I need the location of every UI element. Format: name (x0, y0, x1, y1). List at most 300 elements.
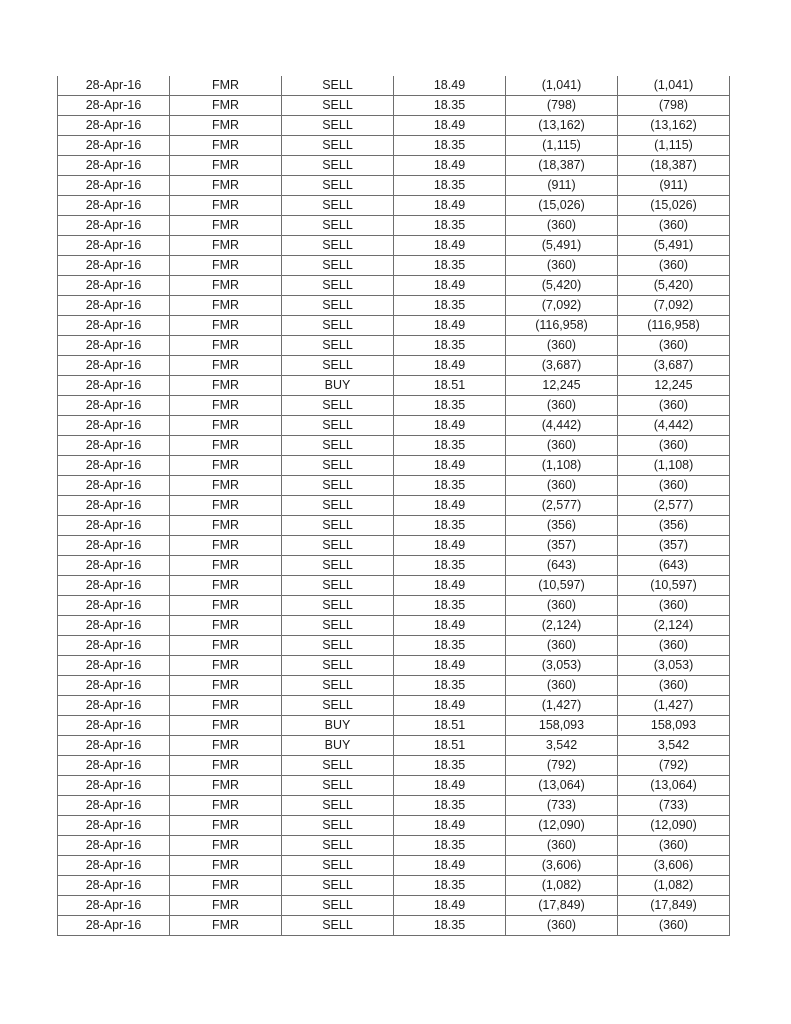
holder-cell: FMR (170, 836, 282, 856)
holder-cell: FMR (170, 616, 282, 636)
holder-cell: FMR (170, 196, 282, 216)
net-change-cell: (15,026) (618, 196, 730, 216)
price-cell: 18.35 (394, 556, 506, 576)
net-change-cell: (2,577) (618, 496, 730, 516)
date-cell: 28-Apr-16 (58, 356, 170, 376)
date-cell: 28-Apr-16 (58, 396, 170, 416)
shares-cell: (3,687) (506, 356, 618, 376)
net-change-cell: (360) (618, 336, 730, 356)
holder-cell: FMR (170, 396, 282, 416)
holder-cell: FMR (170, 796, 282, 816)
net-change-cell: (1,082) (618, 876, 730, 896)
net-change-cell: (7,092) (618, 296, 730, 316)
table-row (58, 136, 730, 156)
action-cell: SELL (282, 476, 394, 496)
shares-cell: (360) (506, 436, 618, 456)
price-cell: 18.35 (394, 636, 506, 656)
net-change-cell: (1,041) (618, 76, 730, 96)
date-cell: 28-Apr-16 (58, 556, 170, 576)
net-change-cell: (360) (618, 256, 730, 276)
shares-cell: (798) (506, 96, 618, 116)
price-cell: 18.35 (394, 676, 506, 696)
date-cell: 28-Apr-16 (58, 296, 170, 316)
date-cell: 28-Apr-16 (58, 676, 170, 696)
date-cell: 28-Apr-16 (58, 96, 170, 116)
table-row (58, 536, 730, 556)
price-cell: 18.49 (394, 816, 506, 836)
table-row (58, 576, 730, 596)
price-cell: 18.35 (394, 516, 506, 536)
action-cell: SELL (282, 336, 394, 356)
shares-cell: (3,053) (506, 656, 618, 676)
shares-cell: (17,849) (506, 896, 618, 916)
action-cell: SELL (282, 396, 394, 416)
action-cell: SELL (282, 416, 394, 436)
price-cell: 18.35 (394, 216, 506, 236)
net-change-cell: (643) (618, 556, 730, 576)
date-cell: 28-Apr-16 (58, 116, 170, 136)
net-change-cell: (13,064) (618, 776, 730, 796)
date-cell: 28-Apr-16 (58, 416, 170, 436)
date-cell: 28-Apr-16 (58, 716, 170, 736)
holder-cell: FMR (170, 816, 282, 836)
net-change-cell: (12,090) (618, 816, 730, 836)
net-change-cell: (1,427) (618, 696, 730, 716)
holder-cell: FMR (170, 636, 282, 656)
net-change-cell: (360) (618, 476, 730, 496)
table-row (58, 896, 730, 916)
net-change-cell: (733) (618, 796, 730, 816)
price-cell: 18.49 (394, 896, 506, 916)
action-cell: SELL (282, 556, 394, 576)
shares-cell: 12,245 (506, 376, 618, 396)
holder-cell: FMR (170, 716, 282, 736)
holder-cell: FMR (170, 336, 282, 356)
shares-cell: (911) (506, 176, 618, 196)
holder-cell: FMR (170, 596, 282, 616)
action-cell: SELL (282, 276, 394, 296)
date-cell: 28-Apr-16 (58, 616, 170, 636)
action-cell: SELL (282, 256, 394, 276)
action-cell: SELL (282, 656, 394, 676)
date-cell: 28-Apr-16 (58, 316, 170, 336)
shares-cell: (360) (506, 916, 618, 936)
holder-cell: FMR (170, 96, 282, 116)
shares-cell: (360) (506, 216, 618, 236)
action-cell: SELL (282, 216, 394, 236)
price-cell: 18.35 (394, 296, 506, 316)
action-cell: BUY (282, 376, 394, 396)
table-row (58, 336, 730, 356)
table-row (58, 916, 730, 936)
shares-cell: (2,124) (506, 616, 618, 636)
table-row (58, 776, 730, 796)
price-cell: 18.35 (394, 836, 506, 856)
holder-cell: FMR (170, 676, 282, 696)
action-cell: SELL (282, 316, 394, 336)
net-change-cell: (1,115) (618, 136, 730, 156)
holder-cell: FMR (170, 516, 282, 536)
shares-cell: (18,387) (506, 156, 618, 176)
net-change-cell: 3,542 (618, 736, 730, 756)
price-cell: 18.49 (394, 536, 506, 556)
net-change-cell: (2,124) (618, 616, 730, 636)
table-row (58, 356, 730, 376)
table-row (58, 76, 730, 96)
shares-cell: (733) (506, 796, 618, 816)
action-cell: BUY (282, 736, 394, 756)
table-row (58, 236, 730, 256)
net-change-cell: (911) (618, 176, 730, 196)
price-cell: 18.49 (394, 776, 506, 796)
date-cell: 28-Apr-16 (58, 916, 170, 936)
date-cell: 28-Apr-16 (58, 376, 170, 396)
action-cell: SELL (282, 116, 394, 136)
shares-cell: (12,090) (506, 816, 618, 836)
holder-cell: FMR (170, 316, 282, 336)
date-cell: 28-Apr-16 (58, 476, 170, 496)
holder-cell: FMR (170, 116, 282, 136)
net-change-cell: (356) (618, 516, 730, 536)
holder-cell: FMR (170, 756, 282, 776)
price-cell: 18.49 (394, 496, 506, 516)
date-cell: 28-Apr-16 (58, 636, 170, 656)
table-row (58, 256, 730, 276)
price-cell: 18.49 (394, 76, 506, 96)
shares-cell: (13,064) (506, 776, 618, 796)
price-cell: 18.49 (394, 116, 506, 136)
transactions-table-body (58, 76, 730, 936)
action-cell: SELL (282, 496, 394, 516)
table-row (58, 856, 730, 876)
price-cell: 18.35 (394, 256, 506, 276)
date-cell: 28-Apr-16 (58, 696, 170, 716)
holder-cell: FMR (170, 556, 282, 576)
price-cell: 18.35 (394, 436, 506, 456)
action-cell: SELL (282, 756, 394, 776)
transactions-table (57, 76, 730, 936)
date-cell: 28-Apr-16 (58, 536, 170, 556)
shares-cell: (1,427) (506, 696, 618, 716)
price-cell: 18.49 (394, 276, 506, 296)
holder-cell: FMR (170, 416, 282, 436)
table-row (58, 516, 730, 536)
table-row (58, 876, 730, 896)
net-change-cell: 12,245 (618, 376, 730, 396)
date-cell: 28-Apr-16 (58, 256, 170, 276)
date-cell: 28-Apr-16 (58, 76, 170, 96)
holder-cell: FMR (170, 456, 282, 476)
holder-cell: FMR (170, 136, 282, 156)
table-row (58, 296, 730, 316)
shares-cell: (360) (506, 256, 618, 276)
date-cell: 28-Apr-16 (58, 576, 170, 596)
table-row (58, 756, 730, 776)
holder-cell: FMR (170, 356, 282, 376)
shares-cell: (13,162) (506, 116, 618, 136)
holder-cell: FMR (170, 156, 282, 176)
holder-cell: FMR (170, 436, 282, 456)
date-cell: 28-Apr-16 (58, 776, 170, 796)
holder-cell: FMR (170, 576, 282, 596)
date-cell: 28-Apr-16 (58, 856, 170, 876)
price-cell: 18.49 (394, 156, 506, 176)
net-change-cell: (4,442) (618, 416, 730, 436)
price-cell: 18.35 (394, 876, 506, 896)
date-cell: 28-Apr-16 (58, 136, 170, 156)
shares-cell: (360) (506, 596, 618, 616)
date-cell: 28-Apr-16 (58, 496, 170, 516)
action-cell: SELL (282, 96, 394, 116)
net-change-cell: (17,849) (618, 896, 730, 916)
date-cell: 28-Apr-16 (58, 816, 170, 836)
table-row (58, 376, 730, 396)
table-row (58, 456, 730, 476)
date-cell: 28-Apr-16 (58, 336, 170, 356)
net-change-cell: (5,420) (618, 276, 730, 296)
shares-cell: (360) (506, 476, 618, 496)
shares-cell: (15,026) (506, 196, 618, 216)
shares-cell: (643) (506, 556, 618, 576)
holder-cell: FMR (170, 256, 282, 276)
table-row (58, 696, 730, 716)
table-row (58, 556, 730, 576)
price-cell: 18.35 (394, 596, 506, 616)
action-cell: SELL (282, 536, 394, 556)
shares-cell: (360) (506, 676, 618, 696)
net-change-cell: (360) (618, 396, 730, 416)
holder-cell: FMR (170, 736, 282, 756)
holder-cell: FMR (170, 856, 282, 876)
price-cell: 18.49 (394, 316, 506, 336)
price-cell: 18.49 (394, 356, 506, 376)
holder-cell: FMR (170, 896, 282, 916)
holder-cell: FMR (170, 536, 282, 556)
price-cell: 18.49 (394, 416, 506, 436)
action-cell: SELL (282, 296, 394, 316)
price-cell: 18.49 (394, 656, 506, 676)
table-row (58, 656, 730, 676)
table-row (58, 736, 730, 756)
table-row (58, 216, 730, 236)
price-cell: 18.35 (394, 396, 506, 416)
net-change-cell: (116,958) (618, 316, 730, 336)
price-cell: 18.49 (394, 616, 506, 636)
table-row (58, 496, 730, 516)
table-row (58, 276, 730, 296)
price-cell: 18.35 (394, 136, 506, 156)
holder-cell: FMR (170, 696, 282, 716)
action-cell: SELL (282, 796, 394, 816)
date-cell: 28-Apr-16 (58, 176, 170, 196)
table-row (58, 116, 730, 136)
net-change-cell: (13,162) (618, 116, 730, 136)
holder-cell: FMR (170, 496, 282, 516)
action-cell: SELL (282, 356, 394, 376)
holder-cell: FMR (170, 216, 282, 236)
price-cell: 18.51 (394, 736, 506, 756)
action-cell: SELL (282, 856, 394, 876)
date-cell: 28-Apr-16 (58, 876, 170, 896)
shares-cell: (5,420) (506, 276, 618, 296)
date-cell: 28-Apr-16 (58, 516, 170, 536)
table-row (58, 616, 730, 636)
holder-cell: FMR (170, 876, 282, 896)
shares-cell: (360) (506, 396, 618, 416)
net-change-cell: (798) (618, 96, 730, 116)
table-row (58, 416, 730, 436)
net-change-cell: (360) (618, 636, 730, 656)
price-cell: 18.35 (394, 756, 506, 776)
price-cell: 18.35 (394, 916, 506, 936)
shares-cell: (5,491) (506, 236, 618, 256)
table-row (58, 596, 730, 616)
table-row (58, 436, 730, 456)
table-row (58, 196, 730, 216)
table-row (58, 476, 730, 496)
shares-cell: (1,082) (506, 876, 618, 896)
shares-cell: (10,597) (506, 576, 618, 596)
price-cell: 18.35 (394, 796, 506, 816)
date-cell: 28-Apr-16 (58, 216, 170, 236)
table-row (58, 716, 730, 736)
date-cell: 28-Apr-16 (58, 436, 170, 456)
net-change-cell: (3,606) (618, 856, 730, 876)
holder-cell: FMR (170, 296, 282, 316)
holder-cell: FMR (170, 276, 282, 296)
action-cell: SELL (282, 816, 394, 836)
price-cell: 18.35 (394, 176, 506, 196)
net-change-cell: (360) (618, 836, 730, 856)
table-row (58, 96, 730, 116)
date-cell: 28-Apr-16 (58, 196, 170, 216)
action-cell: SELL (282, 696, 394, 716)
price-cell: 18.49 (394, 456, 506, 476)
action-cell: SELL (282, 836, 394, 856)
shares-cell: (1,115) (506, 136, 618, 156)
shares-cell: (116,958) (506, 316, 618, 336)
table-row (58, 796, 730, 816)
action-cell: SELL (282, 876, 394, 896)
shares-cell: 3,542 (506, 736, 618, 756)
shares-cell: (2,577) (506, 496, 618, 516)
holder-cell: FMR (170, 176, 282, 196)
shares-cell: (357) (506, 536, 618, 556)
action-cell: SELL (282, 456, 394, 476)
shares-cell: (792) (506, 756, 618, 776)
table-row (58, 676, 730, 696)
action-cell: SELL (282, 436, 394, 456)
action-cell: SELL (282, 916, 394, 936)
shares-cell: (360) (506, 636, 618, 656)
date-cell: 28-Apr-16 (58, 276, 170, 296)
net-change-cell: (5,491) (618, 236, 730, 256)
action-cell: SELL (282, 676, 394, 696)
shares-cell: (1,108) (506, 456, 618, 476)
table-row (58, 816, 730, 836)
net-change-cell: (3,687) (618, 356, 730, 376)
price-cell: 18.49 (394, 576, 506, 596)
price-cell: 18.35 (394, 336, 506, 356)
action-cell: SELL (282, 516, 394, 536)
net-change-cell: 158,093 (618, 716, 730, 736)
net-change-cell: (360) (618, 916, 730, 936)
holder-cell: FMR (170, 656, 282, 676)
date-cell: 28-Apr-16 (58, 736, 170, 756)
date-cell: 28-Apr-16 (58, 656, 170, 676)
table-row (58, 836, 730, 856)
price-cell: 18.49 (394, 196, 506, 216)
shares-cell: (360) (506, 836, 618, 856)
holder-cell: FMR (170, 376, 282, 396)
action-cell: SELL (282, 596, 394, 616)
net-change-cell: (792) (618, 756, 730, 776)
date-cell: 28-Apr-16 (58, 836, 170, 856)
action-cell: SELL (282, 236, 394, 256)
price-cell: 18.49 (394, 856, 506, 876)
date-cell: 28-Apr-16 (58, 596, 170, 616)
shares-cell: (4,442) (506, 416, 618, 436)
action-cell: SELL (282, 776, 394, 796)
table-row (58, 316, 730, 336)
holder-cell: FMR (170, 76, 282, 96)
price-cell: 18.35 (394, 476, 506, 496)
shares-cell: (1,041) (506, 76, 618, 96)
action-cell: SELL (282, 616, 394, 636)
date-cell: 28-Apr-16 (58, 236, 170, 256)
date-cell: 28-Apr-16 (58, 756, 170, 776)
table-row (58, 636, 730, 656)
table-row (58, 396, 730, 416)
action-cell: SELL (282, 896, 394, 916)
shares-cell: (7,092) (506, 296, 618, 316)
date-cell: 28-Apr-16 (58, 896, 170, 916)
holder-cell: FMR (170, 916, 282, 936)
action-cell: SELL (282, 176, 394, 196)
net-change-cell: (3,053) (618, 656, 730, 676)
action-cell: SELL (282, 636, 394, 656)
net-change-cell: (1,108) (618, 456, 730, 476)
price-cell: 18.49 (394, 696, 506, 716)
holder-cell: FMR (170, 236, 282, 256)
date-cell: 28-Apr-16 (58, 456, 170, 476)
shares-cell: (360) (506, 336, 618, 356)
net-change-cell: (360) (618, 436, 730, 456)
net-change-cell: (360) (618, 596, 730, 616)
table-row (58, 156, 730, 176)
date-cell: 28-Apr-16 (58, 796, 170, 816)
price-cell: 18.51 (394, 716, 506, 736)
action-cell: SELL (282, 196, 394, 216)
action-cell: SELL (282, 156, 394, 176)
shares-cell: (356) (506, 516, 618, 536)
net-change-cell: (360) (618, 216, 730, 236)
action-cell: SELL (282, 576, 394, 596)
action-cell: BUY (282, 716, 394, 736)
net-change-cell: (357) (618, 536, 730, 556)
shares-cell: 158,093 (506, 716, 618, 736)
shares-cell: (3,606) (506, 856, 618, 876)
action-cell: SELL (282, 76, 394, 96)
net-change-cell: (10,597) (618, 576, 730, 596)
holder-cell: FMR (170, 476, 282, 496)
net-change-cell: (18,387) (618, 156, 730, 176)
table-row (58, 176, 730, 196)
price-cell: 18.35 (394, 96, 506, 116)
date-cell: 28-Apr-16 (58, 156, 170, 176)
net-change-cell: (360) (618, 676, 730, 696)
price-cell: 18.49 (394, 236, 506, 256)
